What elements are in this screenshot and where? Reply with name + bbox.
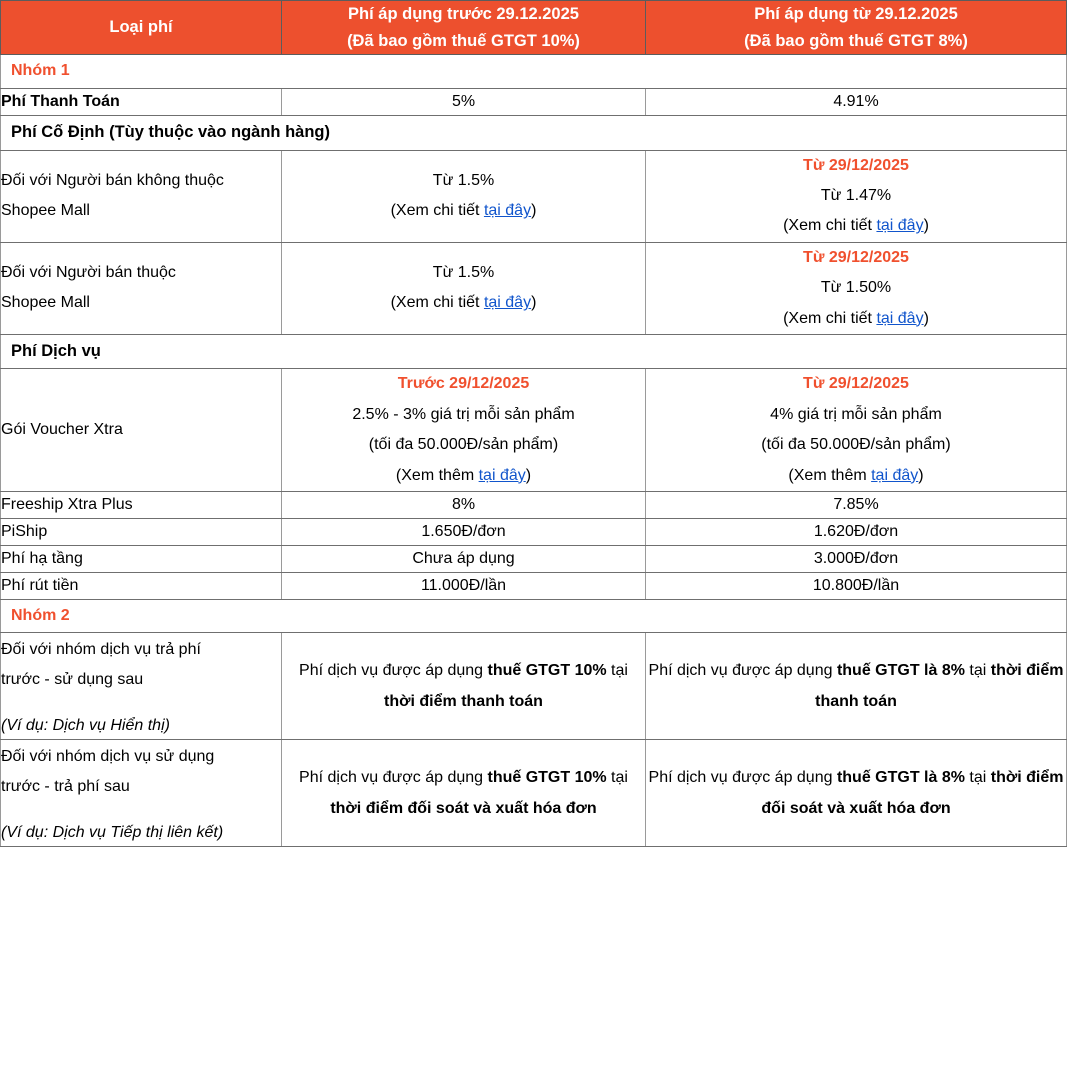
section-cell-fixed-fee [1, 116, 1067, 150]
row-label-mall-seller [1, 242, 282, 334]
voucher-xtra-after-badge: Từ 29/12/2025 [803, 375, 909, 393]
postpaid-before-cell [282, 740, 646, 847]
row-label-infrastructure-fee: Phí hạ tầng [1, 545, 282, 572]
mall-label-line1: Đối với Người bán thuộc [1, 264, 176, 282]
non-mall-after-detail-link[interactable]: tại đây [876, 217, 924, 235]
prepaid-label-line1: Đối với nhóm dịch vụ trả phí [1, 641, 201, 659]
voucher-xtra-after-rate: 4% giá trị mỗi sản phẩm [770, 405, 942, 423]
prepaid-before-bold-1: thuế GTGT 10% [487, 662, 607, 680]
voucher-xtra-after-cap: (tối đa 50.000Đ/sản phẩm) [761, 436, 951, 454]
mall-before-note [282, 288, 645, 318]
prepaid-after-bold-1: thuế GTGT là 8% [836, 662, 965, 680]
header-fee-after-subtitle: (Đã bao gồm thuế GTGT 8%) [744, 31, 968, 50]
group-label-nhom-1: Nhóm 1 [11, 62, 70, 80]
row-label-non-mall-seller [1, 150, 282, 242]
mall-before-cell [282, 242, 646, 334]
voucher-xtra-before-more-link[interactable]: tại đây [478, 466, 526, 484]
voucher-xtra-after-note-suffix: ) [918, 466, 924, 484]
table-row-non-mall-seller [1, 150, 1067, 242]
non-mall-before-note-prefix: (Xem chi tiết [390, 202, 484, 220]
section-label-fixed-fee: Phí Cố Định (Tùy thuộc vào ngành hàng) [11, 123, 330, 142]
table-row-payment-fee [1, 89, 1067, 116]
table-row-withdrawal-fee [1, 572, 1067, 599]
row-label-piship: PiShip [1, 518, 282, 545]
prepaid-before-text-1: Phí dịch vụ được áp dụng [299, 662, 488, 680]
postpaid-before-text-2: tại [606, 768, 628, 786]
table-row-freeship-xtra-plus [1, 491, 1067, 518]
freeship-after-value: 7.85% [646, 491, 1067, 518]
mall-before-note-prefix: (Xem chi tiết [390, 294, 484, 312]
table-row-voucher-xtra [1, 369, 1067, 492]
voucher-xtra-before-note-suffix: ) [525, 466, 532, 484]
voucher-xtra-after-note-prefix: (Xem thêm [788, 466, 872, 484]
voucher-xtra-after-more-link[interactable]: tại đây [871, 466, 919, 484]
prepaid-label-line2: trước - sử dụng sau [1, 671, 144, 689]
non-mall-before-note [282, 196, 645, 226]
prepaid-before-text-2: tại [606, 662, 628, 680]
voucher-xtra-after-note [646, 461, 1066, 491]
mall-after-rate: Từ 1.50% [820, 279, 892, 297]
non-mall-after-rate: Từ 1.47% [820, 186, 892, 204]
postpaid-after-bold-2: thời điểm đối soát và xuất hóa đơn [761, 768, 1064, 817]
voucher-xtra-before-note-prefix: (Xem thêm [395, 466, 479, 484]
non-mall-after-note [646, 211, 1066, 241]
postpaid-before-bold-2: thời điểm đối soát và xuất hóa đơn [330, 799, 597, 817]
header-fee-before-title: Phí áp dụng trước 29.12.2025 [348, 5, 579, 23]
payment-fee-before-value: 5% [282, 89, 646, 116]
header-fee-after [646, 1, 1067, 55]
mall-before-note-suffix: ) [531, 294, 537, 312]
infrastructure-after-value: 3.000Đ/đơn [646, 545, 1067, 572]
section-label-service-fee: Phí Dịch vụ [11, 341, 101, 360]
mall-after-note [646, 304, 1066, 334]
postpaid-label-line1: Đối với nhóm dịch vụ sử dụng [1, 748, 215, 766]
withdrawal-before-value: 11.000Đ/lần [282, 572, 646, 599]
voucher-xtra-after-cell [646, 369, 1067, 492]
table-header-row [1, 1, 1067, 55]
piship-before-value: 1.650Đ/đơn [282, 518, 646, 545]
table-row-postpaid-services [1, 740, 1067, 847]
voucher-xtra-before-note [282, 461, 645, 491]
row-label-postpaid-services [1, 740, 282, 847]
piship-after-value: 1.620Đ/đơn [646, 518, 1067, 545]
withdrawal-after-value: 10.800Đ/lần [646, 572, 1067, 599]
voucher-xtra-before-rate: 2.5% - 3% giá trị mỗi sản phẩm [352, 405, 575, 423]
mall-after-note-prefix: (Xem chi tiết [783, 309, 877, 327]
voucher-xtra-before-badge: Trước 29/12/2025 [397, 375, 530, 393]
section-row-fixed-fee [1, 116, 1067, 150]
mall-label-line2: Shopee Mall [1, 294, 90, 312]
section-cell-service-fee [1, 334, 1067, 368]
group-row-nhom-1 [1, 55, 1067, 89]
row-label-voucher-xtra: Gói Voucher Xtra [1, 369, 282, 492]
header-fee-before-subtitle: (Đã bao gồm thuế GTGT 10%) [347, 31, 580, 50]
prepaid-after-text-1: Phí dịch vụ được áp dụng [648, 662, 837, 680]
postpaid-before-text-1: Phí dịch vụ được áp dụng [299, 768, 488, 786]
header-fee-before [282, 1, 646, 55]
row-label-withdrawal-fee: Phí rút tiền [1, 572, 282, 599]
non-mall-after-note-suffix: ) [923, 217, 929, 235]
postpaid-label-example: (Ví dụ: Dịch vụ Tiếp thị liên kết) [1, 823, 224, 841]
group-cell-nhom-1 [1, 55, 1067, 89]
prepaid-after-cell [646, 633, 1067, 740]
table-row-mall-seller [1, 242, 1067, 334]
row-label-prepaid-services [1, 633, 282, 740]
table-row-piship [1, 518, 1067, 545]
mall-after-detail-link[interactable]: tại đây [876, 309, 924, 327]
group-cell-nhom-2 [1, 599, 1067, 633]
postpaid-before-bold-1: thuế GTGT 10% [487, 768, 607, 786]
mall-before-rate: Từ 1.5% [432, 263, 495, 281]
header-fee-type [1, 1, 282, 55]
voucher-xtra-before-cell [282, 369, 646, 492]
prepaid-before-cell [282, 633, 646, 740]
non-mall-before-cell [282, 150, 646, 242]
section-row-service-fee [1, 334, 1067, 368]
postpaid-label-spacer [1, 804, 281, 820]
non-mall-after-badge: Từ 29/12/2025 [803, 156, 909, 174]
row-label-freeship-xtra-plus: Freeship Xtra Plus [1, 491, 282, 518]
postpaid-after-cell [646, 740, 1067, 847]
prepaid-label-spacer [1, 697, 281, 713]
non-mall-before-detail-link[interactable]: tại đây [483, 202, 532, 220]
postpaid-after-text-2: tại [964, 768, 991, 786]
mall-after-badge: Từ 29/12/2025 [803, 248, 909, 266]
header-fee-type-label: Loại phí [109, 18, 173, 37]
payment-fee-after-value: 4.91% [646, 89, 1067, 116]
table-row-infrastructure-fee [1, 545, 1067, 572]
header-fee-after-title: Phí áp dụng từ 29.12.2025 [754, 5, 958, 23]
prepaid-after-text-2: tại [964, 662, 991, 680]
non-mall-after-cell [646, 150, 1067, 242]
group-label-nhom-2: Nhóm 2 [11, 606, 70, 624]
infrastructure-before-value: Chưa áp dụng [282, 545, 646, 572]
non-mall-label-line2: Shopee Mall [1, 202, 90, 220]
table-row-prepaid-services [1, 633, 1067, 740]
prepaid-label-example: (Ví dụ: Dịch vụ Hiển thị) [1, 717, 170, 735]
freeship-before-value: 8% [282, 491, 646, 518]
postpaid-after-text-1: Phí dịch vụ được áp dụng [648, 768, 837, 786]
row-label-payment-fee: Phí Thanh Toán [1, 89, 282, 116]
non-mall-before-note-suffix: ) [531, 202, 537, 220]
non-mall-label-line1: Đối với Người bán không thuộc [1, 172, 224, 190]
prepaid-before-bold-2: thời điểm thanh toán [384, 693, 543, 711]
mall-after-note-suffix: ) [923, 309, 929, 327]
mall-before-detail-link[interactable]: tại đây [483, 294, 532, 312]
non-mall-before-rate: Từ 1.5% [432, 171, 495, 189]
voucher-xtra-before-cap: (tối đa 50.000Đ/sản phẩm) [368, 436, 559, 454]
group-row-nhom-2 [1, 599, 1067, 633]
postpaid-label-line2: trước - trả phí sau [1, 777, 130, 795]
postpaid-after-bold-1: thuế GTGT là 8% [836, 768, 965, 786]
mall-after-cell [646, 242, 1067, 334]
non-mall-after-note-prefix: (Xem chi tiết [783, 217, 877, 235]
prepaid-after-bold-2: thời điểm thanh toán [815, 662, 1064, 711]
